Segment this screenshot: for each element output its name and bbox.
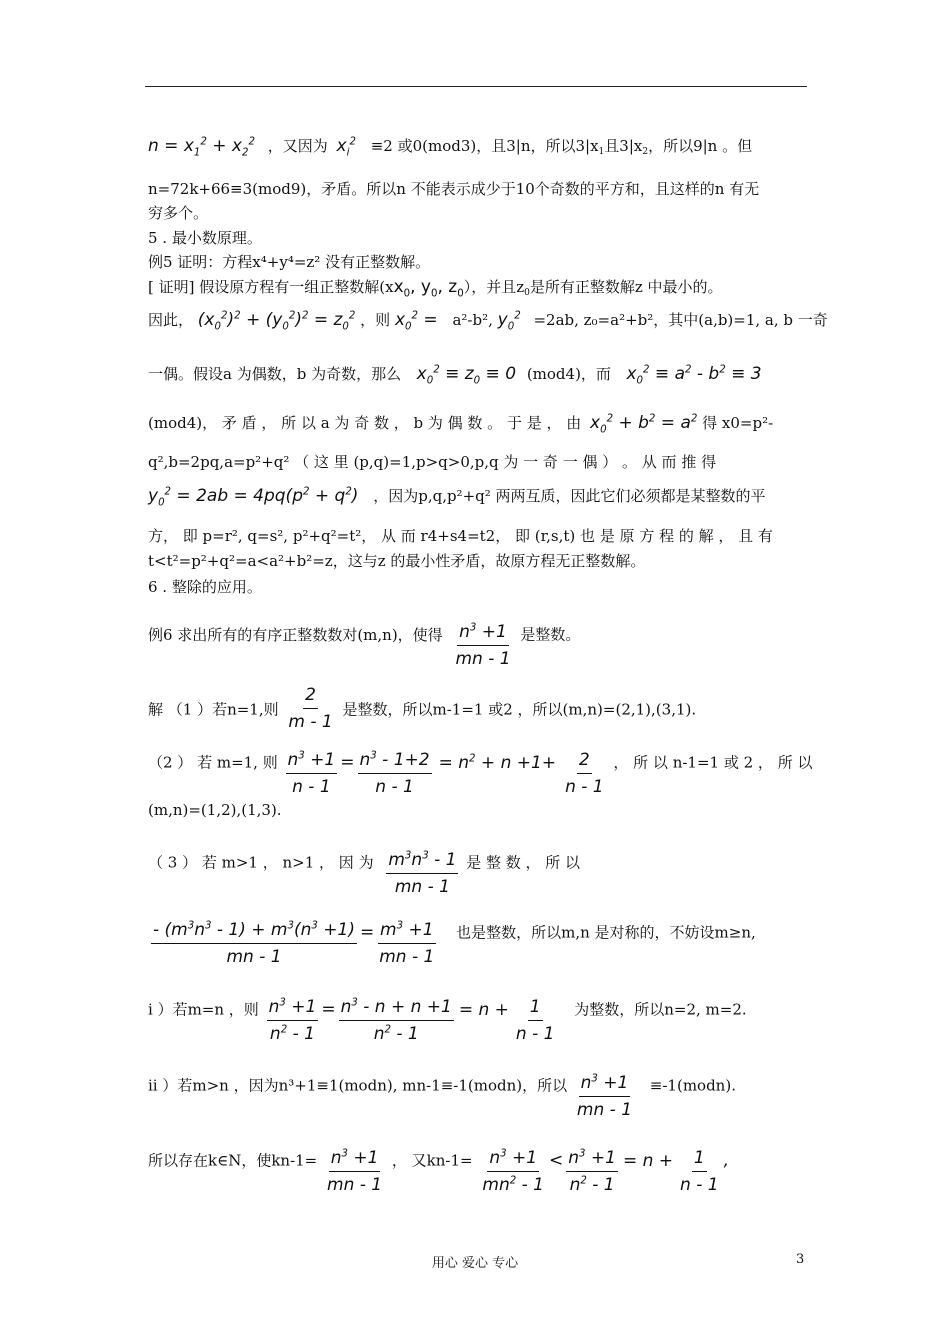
fraction-n3plus1-over-mn-1: $\frac{n^3 +1}{mn - 1}$ [455, 622, 511, 669]
formula-y0-2ab: $y_0^2 = 2ab = 4pq(p^2 + q^2)$ [148, 486, 359, 509]
fraction-n3plus1-over-mn-1-b: $\frac{n^3 +1}{mn - 1}$ [576, 1073, 633, 1120]
text-line-12: 方， 即 p=r², q=s², p²+q²=t²， 从 而 r4+s4=t2， 即 (r,s,t) 也 是 原 方 程 的 解 ， 且 有 [148, 527, 773, 545]
formula-x0-ab: $x_0^2 \equiv a^2 - b^2 \equiv 3$ [626, 364, 762, 387]
formula-n-sum-squares: $n = x_1^2 + x_2^2$ [148, 136, 255, 159]
solution-case-3: （ 3 ） 若 m>1 ， n>1 ， 因 为 $\frac{m^3n^3 - 1}{mn - 1}$ 是 整 数 ， 所 以 [148, 850, 581, 897]
text-line-23: 所以存在k∈N，使kn-1= $\frac{n^3 +1}{mn - 1}$ ， 又kn-1= $\frac{n^3 +1}{mn^2 - 1}$ < $\frac{n^3 +1}{n^2 - 1}$ = n + $\frac{1}{n - 1}$ , [148, 1148, 729, 1195]
fraction-n3plus1-over-mn2-1: $\frac{n^3 +1}{mn^2 - 1}$ [482, 1148, 544, 1195]
section-heading-5: 5 . 最小数原理。 [148, 229, 262, 247]
fraction-1-over-n-1: $\frac{1}{n - 1}$ [515, 997, 555, 1044]
fraction-2-over-m-1: $\frac{2}{m - 1}$ [288, 685, 333, 732]
formula-x0-b-a: $x_0^2 + b^2 = a^2$ [590, 413, 698, 436]
text-line-9: (mod4)， 矛 盾 ， 所 以 a 为 奇 数 ， b 为 偶 数 。 于 是 ， 由 $x_0^2 + b^2 = a^2$ 得 x0=p²- [148, 413, 774, 436]
fraction-n3-1plus2-over-n-1: $\frac{n^3 - 1+2}{n - 1}$ [359, 750, 430, 797]
formula-x0-mod4: $x_0^2 \equiv z_0 \equiv 0$ [416, 364, 517, 387]
solution-case-1: 解 （1 ）若n=1,则 $\frac{2}{m - 1}$ 是整数，所以m-1=1 或2 ，所以(m,n)=(2,1),(3,1). [148, 685, 697, 732]
fraction-m3n3-1-over-mn-1: $\frac{m^3n^3 - 1}{mn - 1}$ [388, 850, 457, 897]
text-line-10: q²,b=2pq,a=p²+q² （ 这 里 (p,q)=1,p>q>0,p,q 为 一 奇 一 偶 ） 。 从 而 推 得 [148, 453, 717, 471]
text-line-18: (m,n)=(1,2),(1,3). [148, 801, 282, 819]
text-line-2: n=72k+66≡3(mod9)，矛盾。所以n 不能表示成少于10个奇数的平方和，且这样的n 有无 [148, 180, 760, 198]
text-line-8: 一偶。假设a 为偶数，b 为奇数，那么 $x_0^2 \equiv z_0 \equiv 0$ (mod4)，而 $x_0^2 \equiv a^2 - b^2 \equiv 3$ [148, 364, 762, 387]
formula-x0-squared: $x_0^2$ = [394, 310, 438, 333]
text-line-11: $y_0^2 = 2ab = 4pq(p^2 + q^2)$ ，因为p,q,p²+q² 两两互质，因此它们必须都是某整数的平 [148, 486, 766, 509]
section-heading-6: 6 . 整除的应用。 [148, 578, 262, 596]
formula-pythagorean: $(x_0^2)^2 + (y_0^2)^2 = z_0^2$ [197, 310, 356, 333]
fraction-n3plus1-over-n2-1: $\frac{n^3 +1}{n^2 - 1}$ [268, 997, 317, 1044]
example-6-title: 例6 求出所有的有序正整数数对(m,n)，使得 $\frac{n^3 +1}{mn - 1}$ 是整数。 [148, 622, 581, 669]
fraction-1-over-n-1-b: $\frac{1}{n - 1}$ [680, 1148, 719, 1195]
formula-xi-squared: $x_i^2$ [336, 136, 356, 159]
text-line-3: 穷多个。 [148, 204, 209, 222]
case-i: i ）若m=n ，则 $\frac{n^3 +1}{n^2 - 1}$ = $\frac{n^3 - n + n +1}{n^2 - 1}$ = n + $\frac{1}{n - 1}$ 为整数，所以n=2, m=2. [148, 997, 747, 1044]
solution-case-2: （2 ） 若 m=1, 则 $\frac{n^3 +1}{n - 1}$ = $\frac{n^3 - 1+2}{n - 1}$ = $n^2 + n +1+$ $\frac{2}{n - 1}$ ， 所 以 n-1=1 或 2 ， 所 以 [148, 750, 813, 797]
text-line-13: t<t²=p²+q²=a<a²+b²=z，这与z 的最小性矛盾，故原方程无正整数解。 [148, 552, 646, 570]
text-line-20: $\frac{- (m^3n^3 - 1) + m^3(n^3 +1)}{mn - 1}$ = $\frac{m^3 +1}{mn - 1}$ 也是整数，所以m,n 是对称的，不妨设m≥n, [153, 920, 756, 967]
fraction-n3plus1-over-n-1: $\frac{n^3 +1}{n - 1}$ [287, 750, 336, 797]
formula-y0-squared: $y_0^2$ [497, 310, 521, 333]
page-number: 3 [796, 1252, 805, 1267]
footer-motto: 用心 爱心 专心 [431, 1256, 519, 1271]
text-line-7: 因此， $(x_0^2)^2 + (y_0^2)^2 = z_0^2$ ，则 $x_0^2 = a^2-b^2$, $y_0^2 =2ab$, z₀=a²+b²，其中(a,b)=1, a, b 一奇 [148, 310, 828, 333]
fraction-2-over-n-1: $\frac{2}{n - 1}$ [565, 750, 604, 797]
fraction-m3plus1-over-mn-1: $\frac{m^3 +1}{mn - 1}$ [379, 920, 435, 967]
fraction-n3plus1-over-n2-1-b: $\frac{n^3 +1}{n^2 - 1}$ [568, 1148, 616, 1195]
header-rule [145, 86, 807, 87]
case-ii: ii ）若m>n ，因为n³+1≡1(modn), mn-1≡-1(modn)，所以 $\frac{n^3 +1}{mn - 1}$ ≡-1(modn). [148, 1073, 736, 1120]
fraction-n3-n-n-1-over-n2-1: $\frac{n^3 - n + n +1}{n^2 - 1}$ [340, 997, 452, 1044]
fraction-n3plus1-over-mn-1-c: $\frac{n^3 +1}{mn - 1}$ [327, 1148, 383, 1195]
example-5-title: 例5 证明：方程x⁴+y⁴=z² 没有正整数解。 [148, 253, 431, 271]
fraction-symmetric-expression: $\frac{- (m^3n^3 - 1) + m^3(n^3 +1)}{mn - 1}$ [153, 920, 355, 967]
text-line-1: $n = x_1^2 + x_2^2$ ，又因为 $x_i^2 \equiv 2$ 或0(mod3)，且3|n，所以$3|x_1$且$3|x_2$，所以9|n 。但 [148, 136, 753, 159]
text-line-proof: [ 证明] 假设原方程有一组正整数解($xx_0$, $y_0$, $z_0$），并且$z_0$是所有正整数解z 中最小的。 [148, 277, 723, 300]
